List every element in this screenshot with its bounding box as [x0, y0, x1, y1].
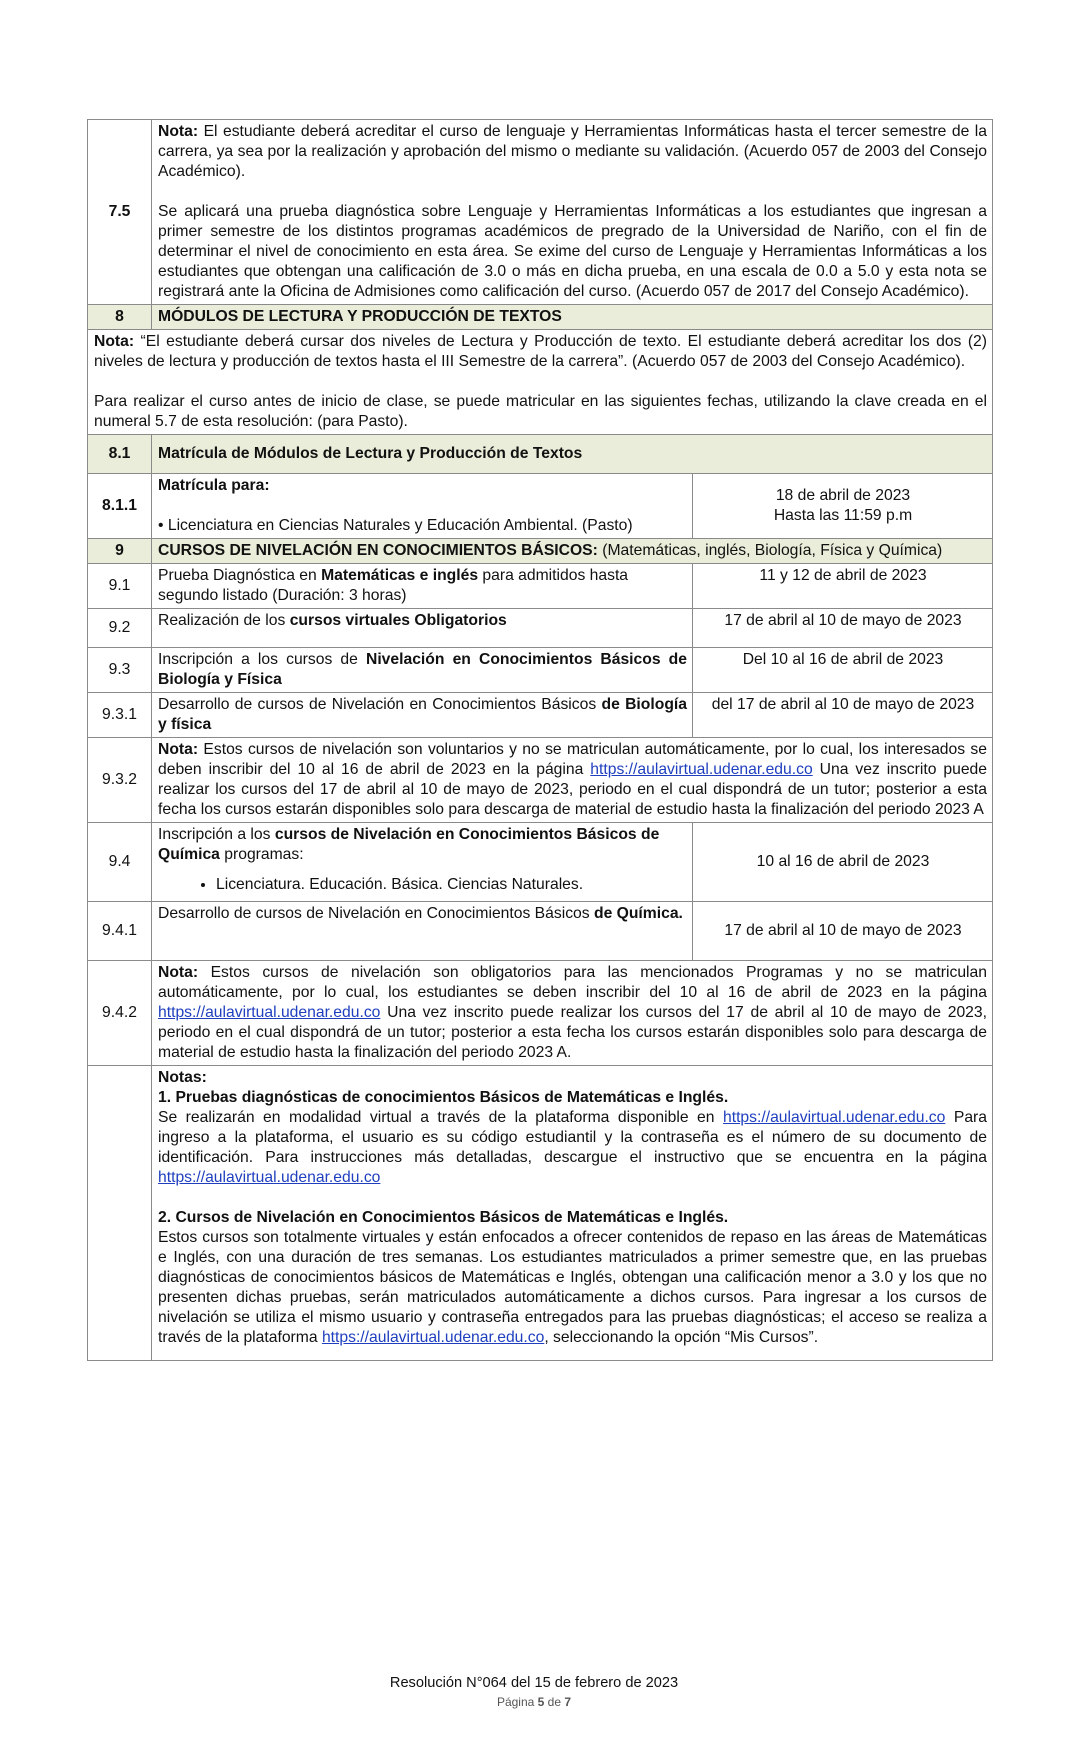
row-number: 9.4.2 [88, 961, 152, 1066]
row-content [152, 474, 693, 539]
row-7-5 [88, 120, 993, 305]
row-content: Realización de los cursos virtuales Obligatorios [152, 609, 693, 648]
date-cell [693, 474, 993, 539]
row-notes [88, 1066, 993, 1361]
program-list [158, 875, 687, 895]
notes-paragraph-2: Estos cursos son totalmente virtuales y están enfocados a ofrecer contenidos de repaso en las áreas de Matemáticas e Inglés, con una duración de tres semanas. Los estudiantes matriculados a primer semestre que, en las pruebas diagnósticas de conocimientos básicos de Matemáticas e Inglés, obtengan una calificación menor a 3.0 y los que no presenten dichas pruebas, serán matriculados automáticamente a dichos cursos. Para ingresar a los cursos de nivelación se utiliza el mismo usuario y contraseña entregados para las pruebas diagnósticas; el acceso se realiza a través de la plataforma https://aulavirtual.udenar.edu.co, seleccionando la opción “Mis Cursos”. [158, 1229, 987, 1346]
row-9-2 [88, 609, 993, 648]
section-row-8-1 [88, 435, 993, 474]
row-8-note [88, 330, 993, 435]
aulavirtual-link[interactable]: https://aulavirtual.udenar.edu.co [158, 1004, 381, 1021]
row-content [152, 120, 993, 305]
date-cell: 10 al 16 de abril de 2023 [693, 823, 993, 902]
row-content: Nota: Estos cursos de nivelación son voluntarios y no se matriculan automáticamente, por lo cual, los interesados se deben inscribir del 10 al 16 de abril de 2023 en la página https://aulavirtual.udenar.edu.co Una vez inscrito puede realizar los cursos del 17 de abril al 10 de mayo de 2023, periodo en el cual dispondrá de un tutor; posterior a esta fecha los cursos estarán disponibles solo para descarga de material de estudio hasta la finalización del periodo 2023 A [152, 738, 993, 823]
aulavirtual-link[interactable]: https://aulavirtual.udenar.edu.co [158, 1169, 381, 1186]
paragraph: Para realizar el curso antes de inicio de clase, se puede matricular en las siguientes fechas, utilizando la clave creada en el numeral 5.7 de esta resolución: (para Pasto). [94, 393, 987, 430]
schedule-table [87, 119, 993, 1361]
row-number: 9.4 [88, 823, 152, 902]
row-9-3-2 [88, 738, 993, 823]
row-number: 9 [88, 539, 152, 564]
row-9-4-1 [88, 902, 993, 961]
list-item: • Licenciatura en Ciencias Naturales y Educación Ambiental. (Pasto) [158, 517, 633, 534]
row-number-empty [88, 1066, 152, 1361]
aulavirtual-link[interactable]: https://aulavirtual.udenar.edu.co [321, 1329, 545, 1346]
section-title: MÓDULOS DE LECTURA Y PRODUCCIÓN DE TEXTOS [152, 305, 993, 330]
row-number: 8 [88, 305, 152, 330]
row-content [88, 330, 993, 435]
section-title: CURSOS DE NIVELACIÓN EN CONOCIMIENTOS BÁSICOS: (Matemáticas, inglés, Biología, Física y Química) [152, 539, 993, 564]
row-number: 9.4.1 [88, 902, 152, 961]
row-number: 9.3.2 [88, 738, 152, 823]
notes-paragraph-1: Se realizarán en modalidad virtual a través de la plataforma disponible en https://aulavirtual.udenar.edu.co Para ingreso a la plataforma, el usuario es su código estudiantil y la contraseña es el número de su documento de identificación. Para instrucciones más detalladas, descargue el instructivo que se encuentra en la página https://aulavirtual.udenar.edu.co [158, 1109, 988, 1186]
aulavirtual-link[interactable]: https://aulavirtual.udenar.edu.co [590, 761, 813, 778]
row-8-1-1 [88, 474, 993, 539]
row-content: Prueba Diagnóstica en Matemáticas e inglés para admitidos hasta segundo listado (Duración: 3 horas) [152, 564, 693, 609]
row-content: Inscripción a los cursos de Nivelación en Conocimientos Básicos de Biología y Física [152, 648, 693, 693]
row-number: 9.3.1 [88, 693, 152, 738]
notes-content [152, 1066, 993, 1361]
list-item: • Licenciatura. Educación. Básica. Ciencias Naturales. [216, 875, 687, 895]
section-row-8 [88, 305, 993, 330]
row-9-3 [88, 648, 993, 693]
note-paragraph: Nota: “El estudiante deberá cursar dos niveles de Lectura y Producción de texto. El estudiante deberá acreditar los dos (2) niveles de lectura y producción de textos hasta el III Semestre de la carrera”. (Acuerdo 057 de 2003 del Consejo Académico). [94, 333, 987, 370]
note-paragraph: Nota: El estudiante deberá acreditar el curso de lenguaje y Herramientas Informáticas hasta el tercer semestre de la carrera, ya sea por la realización y aprobación del mismo o mediante su validación. (Acuerdo 057 de 2003 del Consejo Académico). [158, 123, 987, 180]
date-cell: 11 y 12 de abril de 2023 [693, 564, 993, 609]
date-cell: Del 10 al 16 de abril de 2023 [693, 648, 993, 693]
row-content: Desarrollo de cursos de Nivelación en Conocimientos Básicos de Química. [152, 902, 693, 961]
time-text: Hasta las 11:59 p.m [773, 507, 913, 524]
row-number: 9.2 [88, 609, 152, 648]
date-text: 18 de abril de 2023 [775, 487, 911, 504]
section-row-9 [88, 539, 993, 564]
row-number: 7.5 [88, 120, 152, 305]
section-title: Matrícula de Módulos de Lectura y Producción de Textos [152, 435, 993, 474]
subtitle: Matrícula para: [158, 477, 270, 494]
row-number: 8.1.1 [88, 474, 152, 539]
notes-heading-1: 1. Pruebas diagnósticas de conocimientos Básicos de Matemáticas e Inglés. [158, 1089, 729, 1106]
row-content: Inscripción a los cursos de Nivelación en Conocimientos Básicos de Química programas: • Licenciatura. Educación. Básica. Ciencias Naturales. [152, 823, 693, 902]
notes-heading-2: 2. Cursos de Nivelación en Conocimientos Básicos de Matemáticas e Inglés. [158, 1209, 729, 1226]
aulavirtual-link[interactable]: https://aulavirtual.udenar.edu.co [722, 1109, 946, 1126]
date-cell: del 17 de abril al 10 de mayo de 2023 [693, 693, 993, 738]
footer-page-number: Página 5 de 7 [496, 1695, 572, 1709]
row-9-4 [88, 823, 993, 902]
notes-title: Notas: [158, 1069, 207, 1086]
row-content: Desarrollo de cursos de Nivelación en Conocimientos Básicos de Biología y física [152, 693, 693, 738]
date-cell: 17 de abril al 10 de mayo de 2023 [693, 902, 993, 961]
row-number: 8.1 [88, 435, 152, 474]
row-number: 9.3 [88, 648, 152, 693]
paragraph: Se aplicará una prueba diagnóstica sobre Lenguaje y Herramientas Informáticas a los estudiantes que ingresan a primer semestre de los distintos programas académicos de pregrado de la Universidad de Nariño, con el fin de determinar el nivel de conocimiento en esta área. Se exime del curso de Lenguaje y Herramientas Informáticas a los estudiantes que obtengan una calificación de 3.0 o más en dicha prueba, en una escala de 0.0 a 5.0 y esta nota se registrará ante la Oficina de Admisiones como calificación del curso. (Acuerdo 057 de 2017 del Consejo Académico). [158, 203, 987, 300]
row-9-3-1 [88, 693, 993, 738]
footer-resolution: Resolución N°064 del 15 de febrero de 2023 [389, 1675, 679, 1691]
row-content: Nota: Estos cursos de nivelación son obligatorios para las mencionados Programas y no se matriculan automáticamente, por lo cual, los estudiantes se deben inscribir del 10 al 16 de abril de 2023 en la página https://aulavirtual.udenar.edu.co Una vez inscrito puede realizar los cursos del 17 de abril al 10 de mayo de 2023, periodo en el cual dispondrá de un tutor; posterior a esta fecha los cursos estarán disponibles solo para descarga de material de estudio hasta la finalización del periodo 2023 A. [152, 961, 993, 1066]
row-number: 9.1 [88, 564, 152, 609]
date-cell: 17 de abril al 10 de mayo de 2023 [693, 609, 993, 648]
row-9-4-2 [88, 961, 993, 1066]
row-9-1 [88, 564, 993, 609]
